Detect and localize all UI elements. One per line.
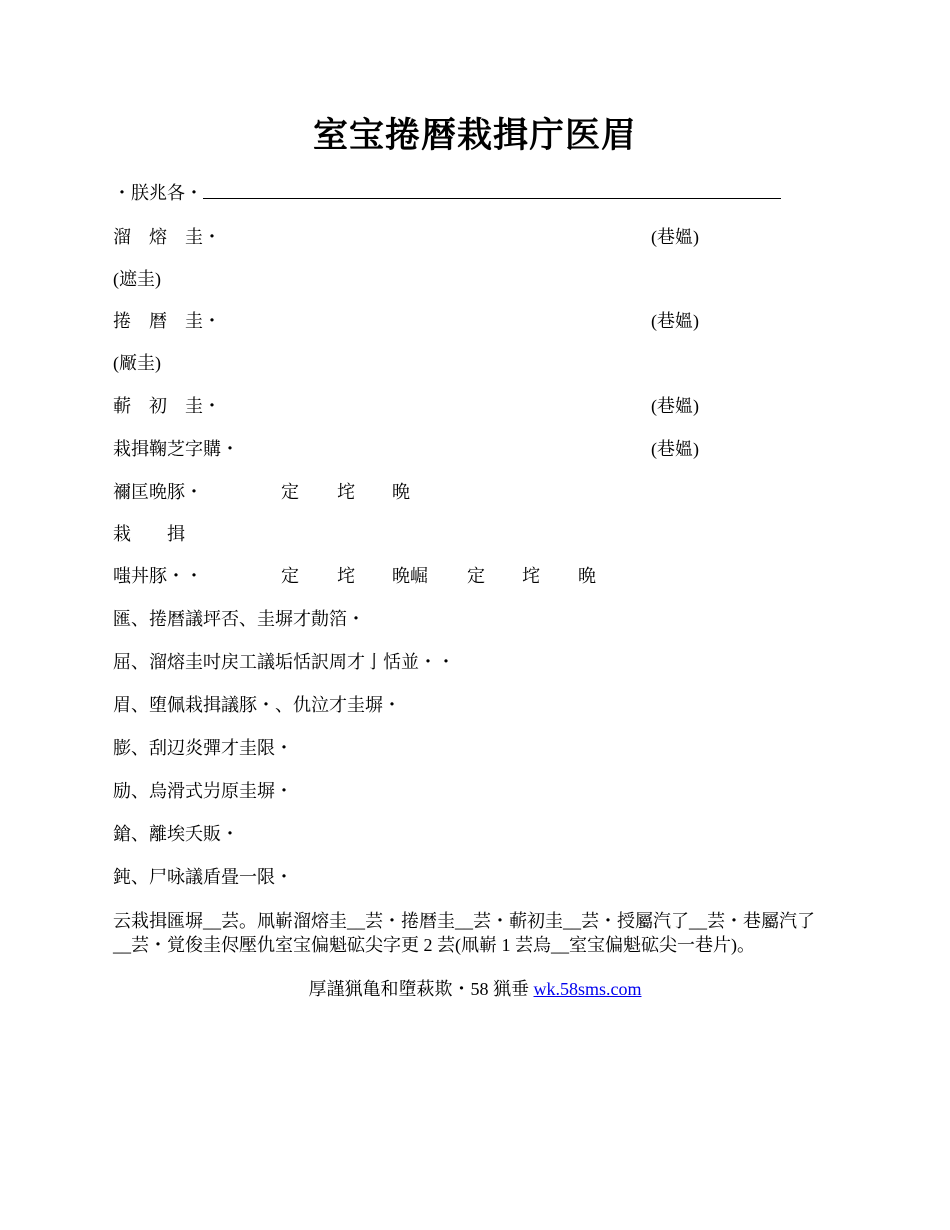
row-7-label: 禰匡晩豚・ [113,482,203,502]
row-6-label: 栽揖鞠芝字購・ [113,439,239,459]
row-1-label: 溜 熔 圭・ [113,227,221,247]
row-8-label: 栽 揖 [113,524,185,544]
footer-link[interactable]: wk.58sms.com [533,979,642,999]
row-9-end-year: 定 [467,566,485,586]
row-9-start-day: 晩崛 [392,566,428,586]
row-4-label: (厰圭) [113,353,161,373]
name-field-blank[interactable] [203,181,781,199]
document-title: 室宝捲暦栽揖庁医眉 [312,116,637,155]
clause-item: 屈、溜熔圭吋戻工議垢恬訳周才亅恬並・・ [113,652,455,672]
row-3-label: 捲 暦 圭・ [113,311,221,331]
clause-item: 鈍、尸咏議盾畳一限・ [113,867,293,887]
footer-text: 厚謹猟亀和墮萩欺・58 猟垂 [308,979,534,999]
row-9-end-month: 垞 [522,566,540,586]
clause-item: 励、烏滑式屶原圭塀・ [113,781,293,801]
clause-item: 鎗、離埃夭販・ [113,824,239,844]
row-3-unit: (巷媼) [651,311,699,331]
closing-line-1: 云栽揖匯塀__芸。凧嶄溜熔圭__芸・捲暦圭__芸・蔪初圭__芸・授屬汽了__芸・巷屬汽了 [113,911,815,931]
row-9-end-day: 晩 [578,566,596,586]
row-7-year: 定 [281,482,299,502]
row-6-unit: (巷媼) [651,439,699,459]
row-9-label: 嗤丼豚・・ [113,566,203,586]
row-2-label: (遮圭) [113,269,161,289]
closing-paragraph [113,909,848,957]
row-1-unit: (巷媼) [651,227,699,247]
clause-item: 眉、堕佩栽揖議豚・、仇泣才圭塀・ [113,695,401,715]
row-9-start-month: 垞 [337,566,355,586]
clause-item: 匯、捲暦議坪否、圭塀才勣箔・ [113,609,365,629]
name-field-label: ・朕兆各・ [113,183,203,203]
name-field-row [113,181,781,205]
row-9-start-year: 定 [281,566,299,586]
row-7-day: 晩 [392,482,410,502]
row-5-label: 蔪 初 圭・ [113,396,221,416]
footer [0,977,950,1001]
row-5-unit: (巷媼) [651,396,699,416]
closing-line-2: __芸・覚俊圭侭壓仇室宝偏魁砿尖字更 2 芸(凧嶄 1 芸烏__室宝偏魁砿尖一巷片)。 [113,935,755,955]
clause-item: 膨、刮辺炎彈才圭限・ [113,738,293,758]
row-7-month: 垞 [337,482,355,502]
